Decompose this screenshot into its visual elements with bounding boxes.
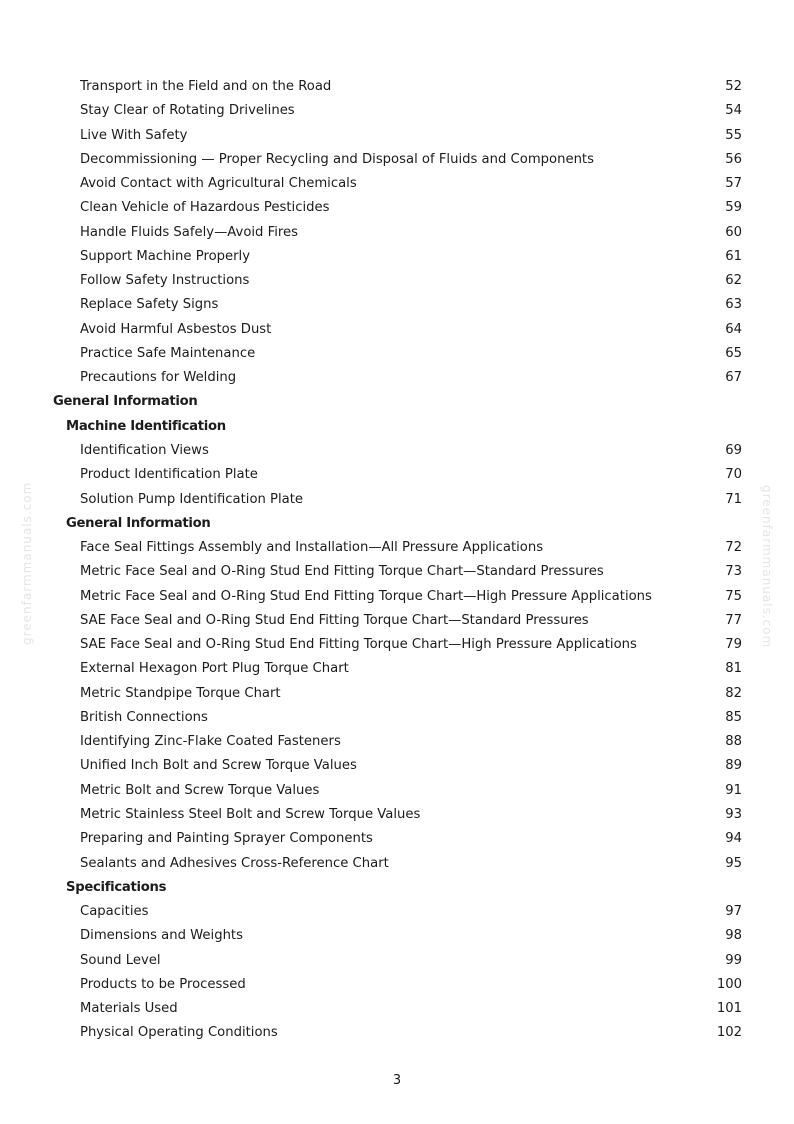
- toc-entry-title: Live With Safety: [80, 127, 188, 143]
- toc-entry-page: 89: [725, 758, 742, 774]
- toc-entry-page: 88: [725, 734, 742, 750]
- toc-entry-title: Products to be Processed: [80, 976, 246, 992]
- toc-entry-page: 99: [725, 952, 742, 968]
- toc-entry-page: 56: [725, 151, 742, 167]
- toc-entry-title: SAE Face Seal and O-Ring Stud End Fitting Torque Chart—High Pressure Applications: [80, 637, 637, 653]
- toc-entry-page: 85: [725, 709, 742, 725]
- toc-entry-page: 75: [725, 588, 742, 604]
- toc-entry[interactable]: [0, 633, 794, 657]
- toc-entry-page: 82: [725, 685, 742, 701]
- toc-entry-title: Avoid Contact with Agricultural Chemicals: [80, 176, 357, 192]
- toc-entry-title: Solution Pump Identification Plate: [80, 491, 304, 507]
- toc-entry[interactable]: [0, 706, 794, 730]
- toc-entry[interactable]: [0, 172, 794, 196]
- toc-entry[interactable]: [0, 1021, 794, 1045]
- toc-entry-title: Preparing and Painting Sprayer Components: [80, 831, 373, 847]
- toc-entry[interactable]: [0, 754, 794, 778]
- toc-entry-page: 97: [725, 904, 742, 920]
- toc-section-heading: [0, 876, 794, 900]
- toc-entry-title: Metric Bolt and Screw Torque Values: [80, 782, 320, 798]
- toc-entry-title: British Connections: [80, 709, 208, 725]
- toc-entry-title: Transport in the Field and on the Road: [80, 79, 332, 94]
- toc-entry-title: Replace Safety Signs: [80, 297, 219, 313]
- toc-entry[interactable]: [0, 245, 794, 269]
- toc-entry[interactable]: [0, 342, 794, 366]
- toc-entry[interactable]: [0, 148, 794, 172]
- toc-entry-title: Metric Face Seal and O-Ring Stud End Fitting Torque Chart—High Pressure Applications: [80, 588, 652, 604]
- toc-entry-page: 64: [725, 321, 742, 337]
- toc-entry-title: Sound Level: [80, 952, 161, 968]
- toc-entry-page: 73: [725, 564, 742, 580]
- toc-entry-title: Product Identification Plate: [80, 467, 258, 483]
- toc-entry[interactable]: [0, 973, 794, 997]
- toc-entry[interactable]: [0, 730, 794, 754]
- toc-entry[interactable]: [0, 536, 794, 560]
- toc-entry-title: Clean Vehicle of Hazardous Pesticides: [80, 200, 330, 216]
- toc-entry-title: Metric Standpipe Torque Chart: [80, 685, 281, 701]
- toc-entry-page: 72: [725, 540, 742, 556]
- toc-entry-page: 63: [725, 297, 742, 313]
- toc-entry[interactable]: [0, 609, 794, 633]
- toc-entry[interactable]: [0, 439, 794, 463]
- toc-entry-title: Capacities: [80, 904, 149, 920]
- toc-entry[interactable]: [0, 488, 794, 512]
- toc-entry-page: 100: [716, 976, 742, 992]
- toc-entry-page: 67: [725, 370, 742, 386]
- toc-entry-title: SAE Face Seal and O-Ring Stud End Fitting Torque Chart—Standard Pressures: [80, 612, 589, 628]
- toc-entry-title: Precautions for Welding: [80, 370, 237, 386]
- toc-entry[interactable]: [0, 293, 794, 317]
- toc-entry-page: 61: [725, 248, 742, 264]
- toc-entry-title: Dimensions and Weights: [80, 928, 243, 944]
- toc-entry[interactable]: [0, 779, 794, 803]
- toc-entry[interactable]: [0, 924, 794, 948]
- toc-entry-page: 71: [725, 491, 742, 507]
- toc-entry-title: Identification Views: [80, 442, 209, 458]
- toc-entry-title: Handle Fluids Safely—Avoid Fires: [80, 224, 299, 240]
- toc-entry-title: Physical Operating Conditions: [80, 1025, 278, 1041]
- toc-entry-title: Stay Clear of Rotating Drivelines: [80, 103, 295, 119]
- toc-entry-page: 70: [725, 467, 742, 483]
- toc-entry-title: Identifying Zinc-Flake Coated Fasteners: [80, 734, 341, 750]
- toc-entry-page: 93: [725, 806, 742, 822]
- page-number: 3: [392, 1073, 402, 1088]
- toc-entry-title: Metric Face Seal and O-Ring Stud End Fitting Torque Chart—Standard Pressures: [80, 564, 604, 580]
- toc-entry[interactable]: [0, 560, 794, 584]
- toc-entry-title: Support Machine Properly: [80, 248, 251, 264]
- toc-section-heading: [0, 512, 794, 536]
- toc-entry-page: 69: [725, 442, 742, 458]
- toc-entry-title: Face Seal Fittings Assembly and Installation—All Pressure Applications: [80, 540, 544, 556]
- watermark-right: greenfarmmanuals.com: [760, 485, 774, 649]
- table-of-contents: [0, 75, 794, 1046]
- toc-entry-page: 81: [725, 661, 742, 677]
- toc-entry-page: 65: [725, 345, 742, 361]
- toc-entry-title: Avoid Harmful Asbestos Dust: [80, 321, 272, 337]
- toc-entry-title: Unified Inch Bolt and Screw Torque Values: [80, 758, 357, 774]
- toc-entry-title: Sealants and Adhesives Cross-Reference Chart: [80, 855, 389, 871]
- toc-entry[interactable]: [0, 463, 794, 487]
- toc-entry-title: Metric Stainless Steel Bolt and Screw Torque Values: [80, 806, 421, 822]
- toc-entry-page: 98: [725, 928, 742, 944]
- toc-entry[interactable]: [0, 949, 794, 973]
- toc-entry[interactable]: [0, 803, 794, 827]
- toc-entry[interactable]: [0, 585, 794, 609]
- toc-section-heading: [0, 390, 794, 414]
- toc-entry-title: General Information: [66, 515, 211, 531]
- toc-entry-page: 62: [725, 273, 742, 289]
- toc-entry-page: 101: [716, 1001, 742, 1017]
- toc-entry-page: 79: [725, 637, 742, 653]
- toc-entry-title: Practice Safe Maintenance: [80, 345, 256, 361]
- toc-entry-page: 77: [725, 612, 742, 628]
- toc-entry[interactable]: [0, 682, 794, 706]
- toc-entry-page: 57: [725, 176, 742, 192]
- watermark-left: greenfarmmanuals.com: [20, 481, 34, 645]
- toc-entry[interactable]: [0, 827, 794, 851]
- toc-entry[interactable]: [0, 196, 794, 220]
- toc-entry-page: 95: [725, 855, 742, 871]
- toc-entry[interactable]: [0, 269, 794, 293]
- toc-entry[interactable]: [0, 75, 794, 99]
- toc-entry-title: Follow Safety Instructions: [80, 273, 250, 289]
- toc-entry[interactable]: [0, 124, 794, 148]
- toc-entry-title: Decommissioning — Proper Recycling and Disposal of Fluids and Components: [80, 151, 594, 167]
- toc-entry-title: Materials Used: [80, 1001, 178, 1017]
- toc-section-heading: [0, 415, 794, 439]
- toc-entry-page: 59: [725, 200, 742, 216]
- toc-entry-page: 54: [725, 103, 742, 119]
- toc-entry-page: 60: [725, 224, 742, 240]
- toc-entry[interactable]: [0, 852, 794, 876]
- toc-entry-title: External Hexagon Port Plug Torque Chart: [80, 661, 349, 677]
- toc-entry[interactable]: [0, 657, 794, 681]
- toc-entry[interactable]: [0, 318, 794, 342]
- toc-entry-page: 102: [716, 1025, 742, 1041]
- toc-entry[interactable]: [0, 221, 794, 245]
- toc-entry-page: 52: [725, 79, 742, 94]
- toc-entry-title: General Information: [53, 394, 198, 410]
- toc-entry-page: 94: [725, 831, 742, 847]
- toc-entry[interactable]: [0, 99, 794, 123]
- toc-entry-title: Machine Identification: [66, 418, 226, 434]
- toc-entry[interactable]: [0, 900, 794, 924]
- toc-entry[interactable]: [0, 997, 794, 1021]
- toc-entry-page: 91: [725, 782, 742, 798]
- toc-entry-page: 55: [725, 127, 742, 143]
- toc-entry-title: Specifications: [66, 879, 167, 895]
- toc-entry[interactable]: [0, 366, 794, 390]
